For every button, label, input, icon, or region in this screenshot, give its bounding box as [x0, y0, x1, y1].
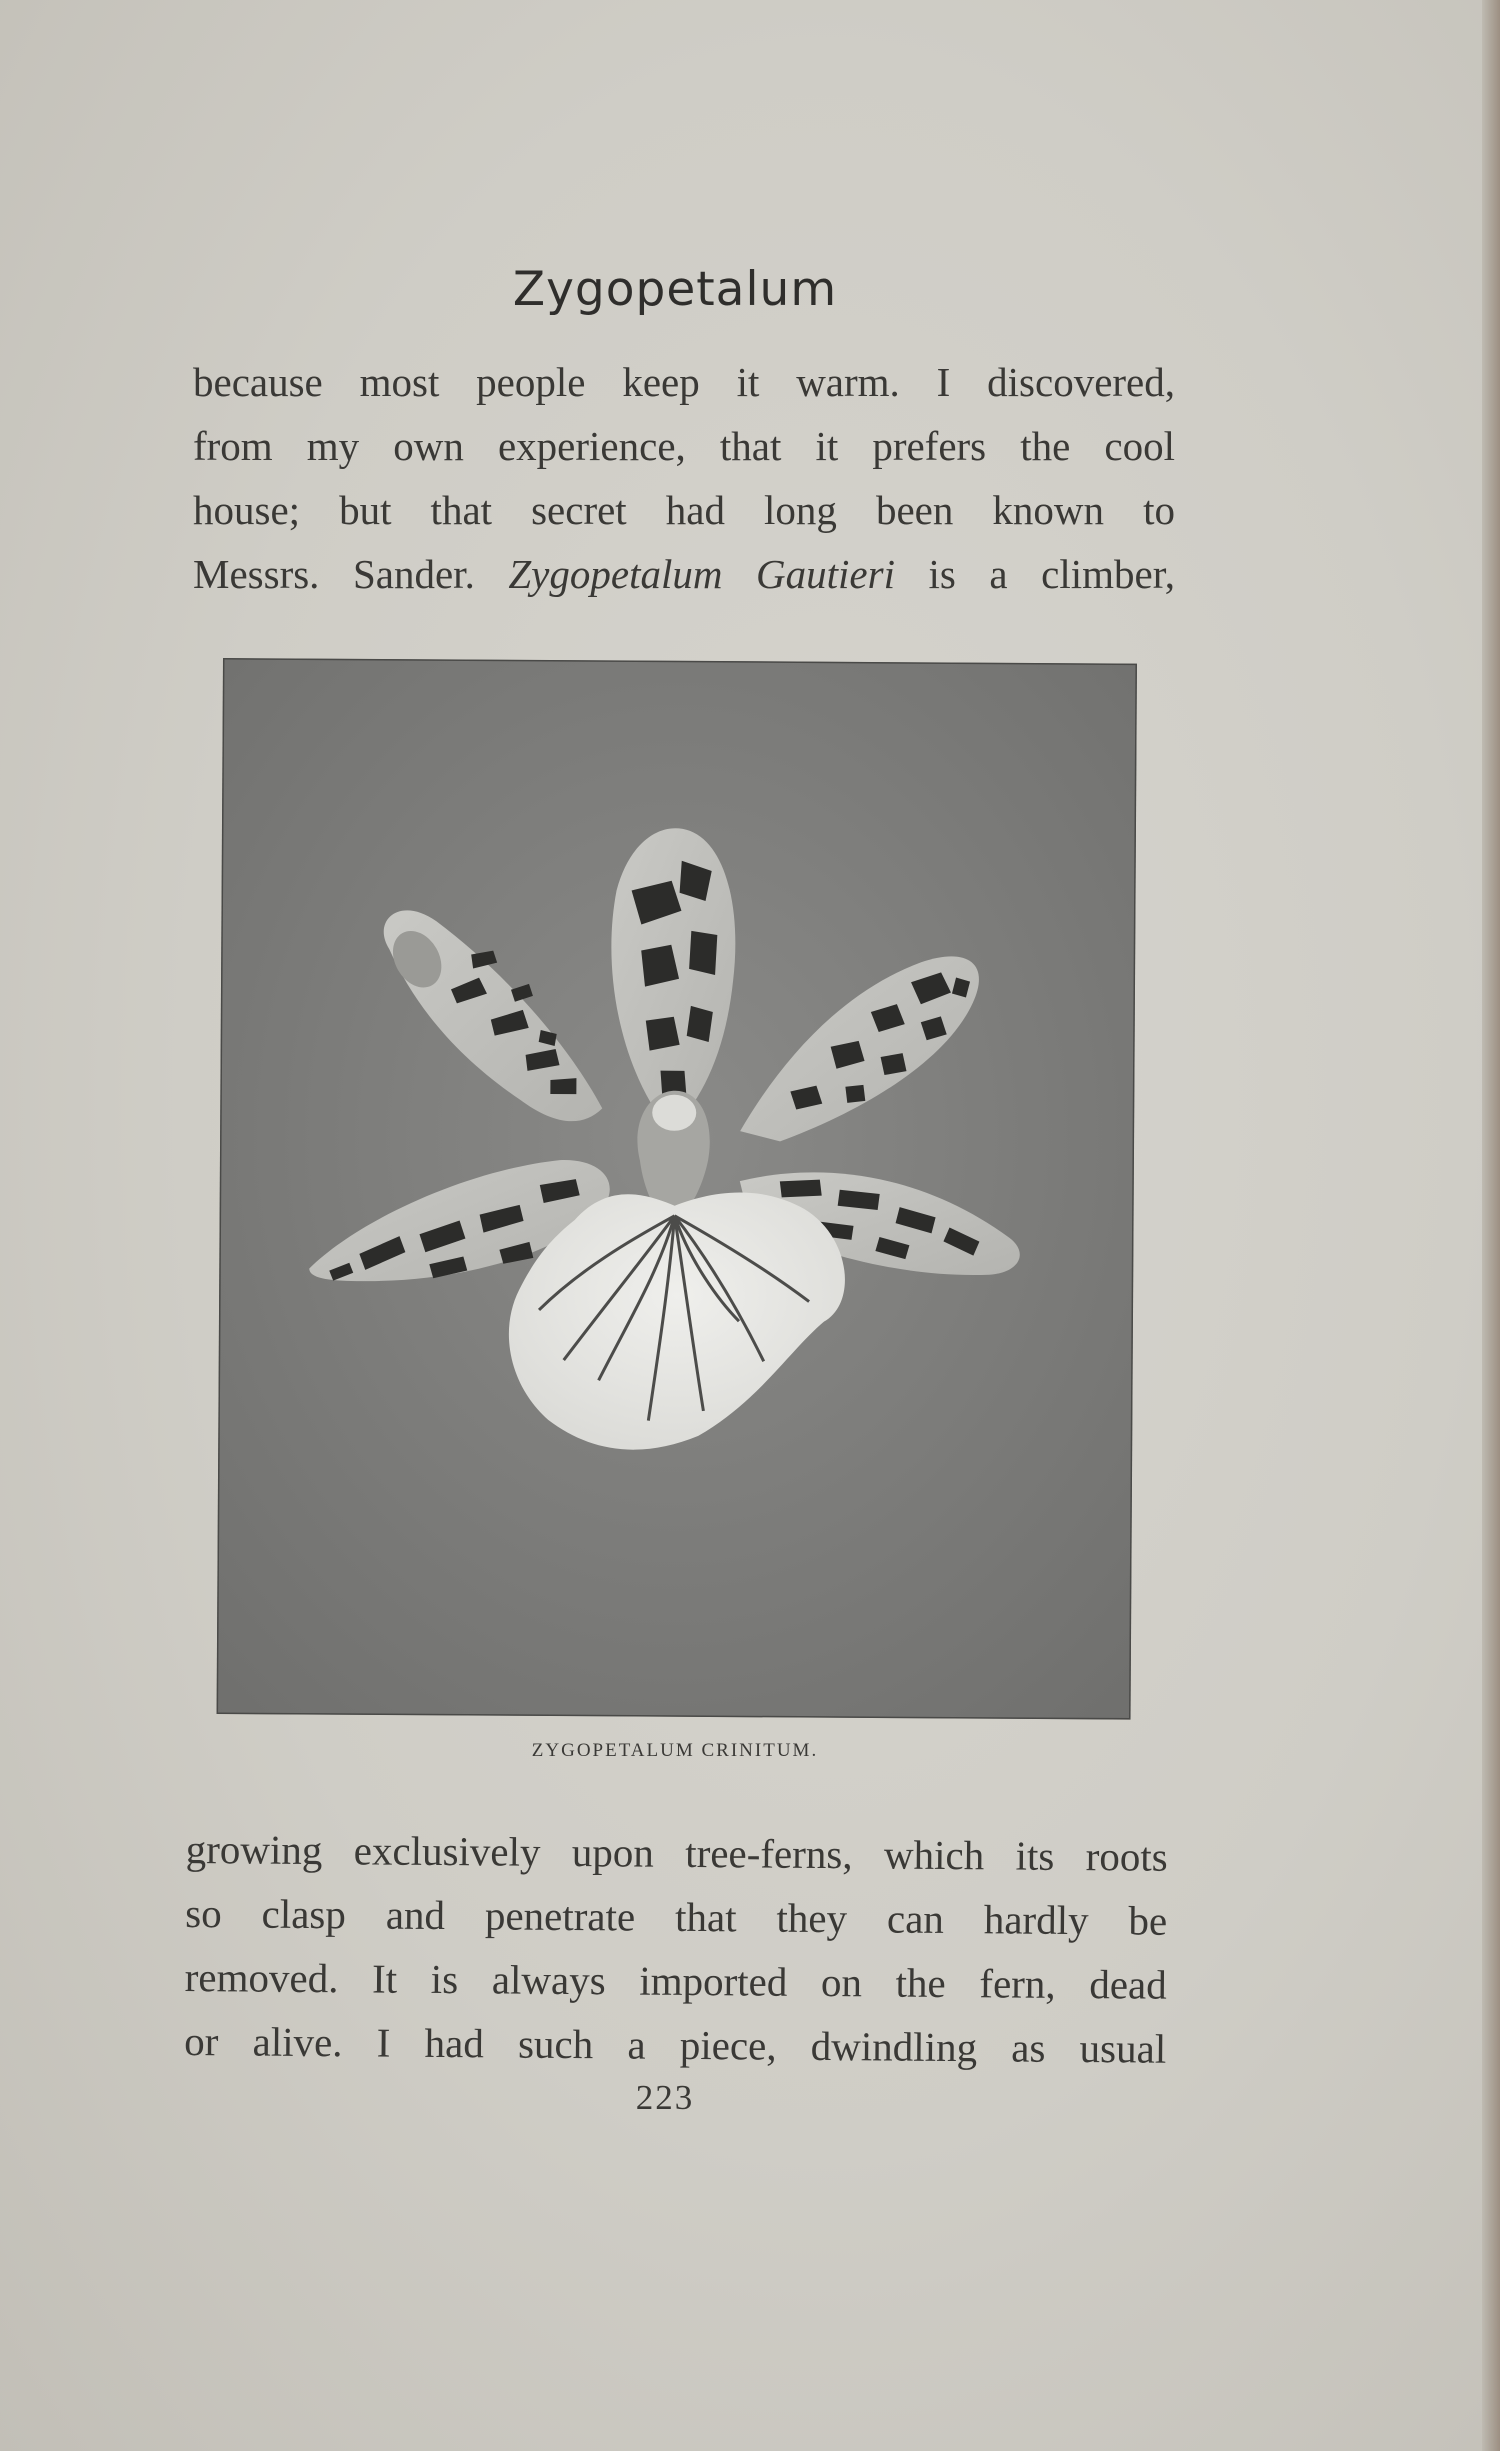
- orchid-photograph: [217, 658, 1137, 1720]
- text-line: from my own experience, that it prefers the cool: [193, 423, 1175, 469]
- figure-caption: ZYGOPETALUM CRINITUM.: [531, 1740, 819, 1761]
- text-line: removed. It is always imported on the fern, dead: [184, 1953, 1167, 2008]
- species-name-italic: Zygopetalum Gautieri: [508, 551, 895, 597]
- text-line: because most people keep it warm. I discovered,: [193, 359, 1175, 405]
- page-number: 223: [635, 2078, 695, 2117]
- text-line: house; but that secret had long been known to: [193, 487, 1175, 533]
- text-line: Messrs. Sander. Zygopetalum Gautieri is a climber,: [193, 551, 1176, 597]
- page-edge: [1482, 0, 1500, 2451]
- text-line: or alive. I had such a piece, dwindling as usual: [184, 2017, 1167, 2072]
- text-line: so clasp and penetrate that they can hardly be: [185, 1889, 1168, 1944]
- paragraph-bottom: [184, 1817, 1168, 2081]
- running-head: Zygopetalum: [512, 262, 838, 317]
- text-line: growing exclusively upon tree-ferns, which its roots: [185, 1825, 1168, 1880]
- paragraph-top: [193, 350, 1175, 606]
